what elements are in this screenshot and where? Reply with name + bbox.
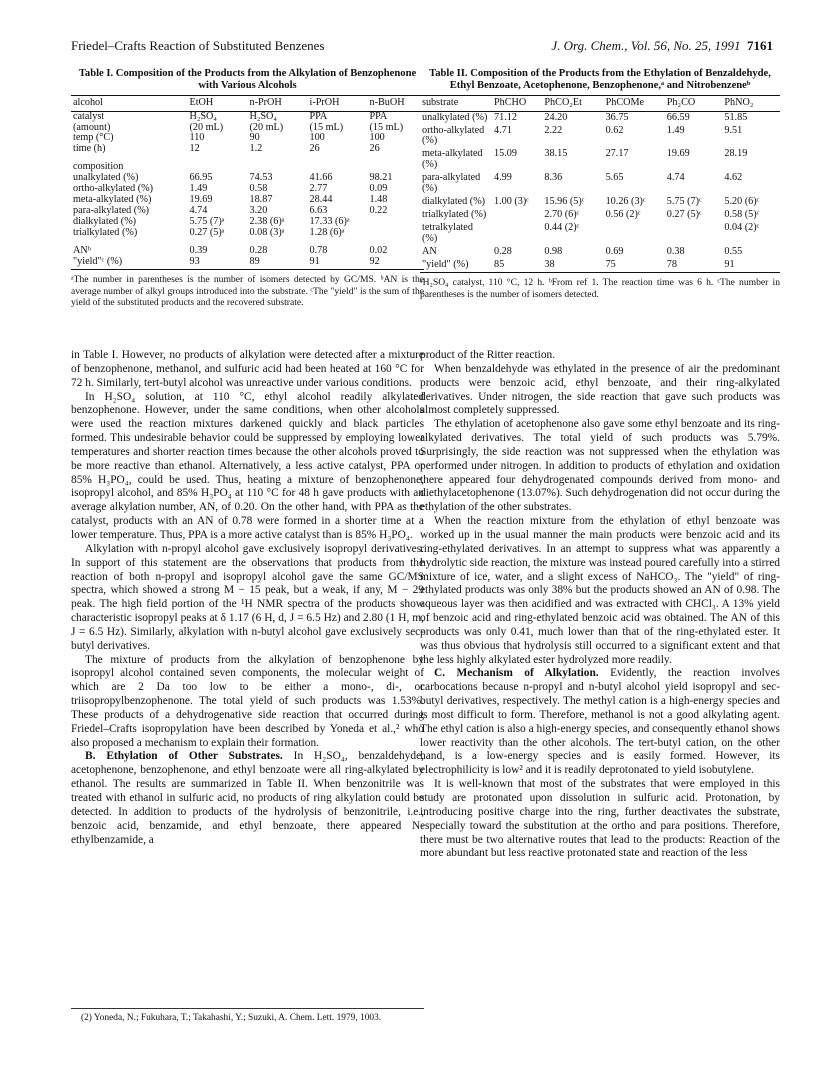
table-cell: 4.74 bbox=[189, 204, 208, 216]
table-cell: 8.36 bbox=[544, 172, 563, 184]
left-body-text bbox=[71, 349, 424, 847]
table-cell: 0.58 (5)ᶜ bbox=[724, 208, 760, 220]
right-body-text bbox=[420, 349, 780, 861]
table-cell: 26 bbox=[369, 143, 380, 155]
paragraph: In H₂SO₄ solution, at 110 °C, ethyl alcohol readily alkylated benzophenone. However, under the same conditions, when other alcohols were used the reaction mixtures darkened quickly and black particles formed. This undesirable behavior could be suppressed by employing lower temperatures and shorter reaction times because the other alcohols proved to be more reactive than ethanol. Alternatively, a less active catalyst, PPA or 85% H₃PO₄, could be used. Thus, heating a mixture of benzophenone, isopropyl alcohol, and 85% H₃PO₄ at 110 °C for 48 h gave products with an average alkylation number, AN, of 0.20. On the other hand, with PPA as the catalyst, products with an AN of 0.78 were formed in a shorter time at a lower temperature. Thus, PPA is a more active catalyst than is 85% H₃PO₄. bbox=[71, 390, 424, 541]
table-cell: 2.77 bbox=[309, 183, 328, 195]
table-cell: para-alkylated (%) bbox=[73, 204, 150, 216]
table-cell: 0.08 (3)ᵃ bbox=[249, 226, 285, 238]
table-row bbox=[420, 259, 780, 273]
table-cell: 2.70 (6)ᶜ bbox=[544, 208, 580, 220]
table-cell: 17.33 (6)ᵃ bbox=[309, 215, 350, 227]
table-cell: (20 mL) bbox=[189, 121, 224, 133]
table-cell: 1.2 bbox=[249, 143, 263, 155]
table-cell: (15 mL) bbox=[369, 121, 404, 133]
table-cell: 12 bbox=[189, 143, 200, 155]
table-row bbox=[420, 111, 780, 124]
column-header: PhCOMe bbox=[604, 95, 665, 111]
table-cell: 6.63 bbox=[309, 204, 328, 216]
table-cell: 4.71 bbox=[494, 124, 512, 136]
paragraph: It is well-known that most of the substrates that were employed in this study are protonated upon dissolution in sulfuric acid. Protonation, by introducing positive charge into the ring, further deactivates the substrate, especially toward the substitution at the ortho and para positions. Therefore, there must be two alternative routes that lead to the products: Reaction of the more abundant but less reactive protonated state and reaction of the less bbox=[420, 778, 780, 860]
table-cell: 5.65 bbox=[605, 172, 624, 184]
table-cell bbox=[665, 222, 723, 246]
table1-caption: Table I. Composition of the Products from the Alkylation of Benzophenone with Various Alcohols bbox=[78, 68, 417, 91]
table-cell bbox=[367, 217, 424, 228]
table-row bbox=[420, 222, 780, 246]
page-number: 7161 bbox=[747, 38, 773, 53]
table-row bbox=[71, 111, 424, 122]
table-cell: 1.00 (3)ᶜ bbox=[494, 195, 529, 207]
column-header: PhNO₂ bbox=[722, 95, 780, 111]
table-cell: catalyst bbox=[73, 110, 105, 122]
table-cell: 110 bbox=[189, 132, 205, 144]
table-cell: meta-alkylated (%) bbox=[422, 148, 483, 171]
table-cell: trialkylated (%) bbox=[422, 208, 487, 220]
table-row bbox=[420, 148, 780, 172]
table-row bbox=[420, 246, 780, 259]
table-row bbox=[420, 125, 780, 149]
table-cell: PPA bbox=[369, 110, 388, 122]
table-cell: time (h) bbox=[73, 143, 106, 155]
table-cell: ANᵇ bbox=[73, 244, 91, 256]
table-cell: 5.20 (6)ᶜ bbox=[724, 195, 760, 207]
table-cell: 0.78 bbox=[309, 244, 328, 256]
table-cell: 0.38 bbox=[666, 245, 685, 257]
table-cell: unalkylated (%) bbox=[422, 111, 488, 123]
table-cell: 36.75 bbox=[605, 111, 629, 123]
table-cell: 5.75 (7)ᵃ bbox=[189, 215, 225, 227]
column-header: PhCO₂Et bbox=[542, 95, 603, 111]
table-cell bbox=[367, 228, 424, 239]
table-cell bbox=[604, 222, 665, 246]
table-cell: 24.20 bbox=[544, 111, 568, 123]
table-cell: 19.69 bbox=[666, 148, 690, 160]
table-cell: 0.04 (2)ᶜ bbox=[724, 221, 760, 233]
table-cell: 27.17 bbox=[605, 148, 629, 160]
table-cell: 0.22 bbox=[369, 204, 388, 216]
table-cell bbox=[307, 155, 367, 162]
table-cell: 5.75 (7)ᶜ bbox=[666, 195, 702, 207]
paragraph: The mixture of products from the alkylation of benzophenone by isopropyl alcohol contained seven components, the molecular weight of which are 2 Da too low to be either a mono-, di-, or triisopropylbenzophenone. The total yield of such products was 1.53%. These products of a dehydrogenative side reaction that occurred during Friedel–Crafts isopropylation have been described by Yoneda et al.,² who also proposed a mechanism to explain their formation. bbox=[71, 653, 424, 749]
table-cell: 18.87 bbox=[249, 193, 273, 205]
section-b-paragraph bbox=[71, 750, 424, 847]
table-cell: PPA bbox=[309, 110, 328, 122]
left-column bbox=[71, 68, 424, 308]
table-cell: 0.09 bbox=[369, 183, 388, 195]
table-cell: 91 bbox=[722, 259, 780, 273]
table-cell: tetralkylated (%) bbox=[422, 221, 473, 244]
table-cell: 0.98 bbox=[544, 245, 563, 257]
paragraph: in Table I. However, no products of alkylation were detected after a mixture of benzophenone, methanol, and sulfuric acid had been heated at 160 °C for 72 h. Similarly, tert-butyl alcohol was unreactive under various conditions. bbox=[71, 349, 424, 389]
table2 bbox=[420, 95, 780, 274]
table-cell: 26 bbox=[309, 143, 320, 155]
table-row bbox=[71, 144, 424, 155]
table-cell: meta-alkylated (%) bbox=[73, 193, 152, 205]
table-cell: 74.53 bbox=[249, 172, 273, 184]
table-row bbox=[71, 155, 424, 162]
table-cell: 0.58 bbox=[249, 183, 268, 195]
table-cell: dialkylated (%) bbox=[422, 195, 486, 207]
section-heading: C. Mechanism of Alkylation. bbox=[434, 667, 599, 680]
column-header: i-PrOH bbox=[307, 95, 367, 111]
table-row bbox=[420, 209, 780, 222]
table-cell: 75 bbox=[604, 259, 665, 273]
section-c-text: Evidently, the reaction involves carbocations because n-propyl and n-butyl alcohol yield isopropyl and sec-butyl derivatives, respectively. The methyl cation is a high-energy species and is most difficult to form. Therefore, methanol is not a good alkylating agent. The ethyl cation is also a high-energy species, and consequently ethanol shows lower reactivity than the other alcohols. The tert-butyl cation, on the other hand, is a low-energy species and is easily formed. However, its electrophilicity is low² and it is readily deprotonated to yield isobutylene. bbox=[420, 667, 780, 777]
table-cell: dialkylated (%) bbox=[73, 215, 137, 227]
table-cell: 10.26 (3)ᶜ bbox=[605, 195, 646, 207]
table-cell: 0.28 bbox=[494, 245, 512, 257]
table-cell bbox=[492, 222, 542, 246]
table-cell: (amount) bbox=[73, 121, 111, 133]
table-cell: (15 mL) bbox=[309, 121, 344, 133]
table-row bbox=[420, 172, 780, 196]
running-header bbox=[71, 38, 773, 56]
table-cell: H₂SO₄ bbox=[189, 110, 217, 122]
table-cell: 2.38 (6)ᵃ bbox=[249, 215, 285, 227]
table-cell bbox=[187, 155, 247, 162]
journal-info: J. Org. Chem., Vol. 56, No. 25, 1991 bbox=[551, 38, 741, 53]
table-cell: 0.62 bbox=[605, 124, 624, 136]
table-cell: 0.56 (2)ᶜ bbox=[605, 208, 641, 220]
table-cell: 66.59 bbox=[666, 111, 690, 123]
table-cell: 28.19 bbox=[724, 148, 748, 160]
table-cell: 0.44 (2)ᶜ bbox=[544, 221, 580, 233]
section-heading: B. Ethylation of Other Substrates. bbox=[85, 750, 283, 763]
paragraph: product of the Ritter reaction. bbox=[420, 349, 556, 361]
table-cell: 4.62 bbox=[724, 172, 743, 184]
reference-footnote: (2) Yoneda, N.; Fukuhara, T.; Takahashi, Y.; Suzuki, A. Chem. Lett. 1979, 1003. bbox=[71, 1008, 424, 1024]
table-cell: 51.85 bbox=[724, 111, 748, 123]
table-cell: 4.99 bbox=[494, 172, 512, 184]
table-cell bbox=[492, 209, 542, 222]
table-cell: 0.39 bbox=[189, 244, 208, 256]
table-cell: 0.28 bbox=[249, 244, 268, 256]
table-row bbox=[420, 196, 780, 209]
table2-caption: Table II. Composition of the Products from the Ethylation of Benzaldehyde, Ethyl Benzoate, Acetophenone, Benzophenone,ᵃ and Nitrobenzeneᵇ bbox=[429, 68, 771, 91]
table-cell: 1.49 bbox=[189, 183, 208, 195]
table-cell: 4.74 bbox=[666, 172, 685, 184]
table-cell: 0.27 (5)ᶜ bbox=[666, 208, 702, 220]
journal-citation bbox=[551, 38, 773, 54]
table-cell: 41.66 bbox=[309, 172, 333, 184]
column-header: PhCHO bbox=[492, 95, 542, 111]
right-column bbox=[420, 68, 780, 300]
table-cell bbox=[247, 155, 307, 162]
table-cell: trialkylated (%) bbox=[73, 226, 138, 238]
table2-footnote: ᵃH₂SO₄ catalyst, 110 °C, 12 h. ᵇFrom ref 1. The reaction time was 6 h. ᶜThe number in parentheses is the number of isomers detected. bbox=[420, 277, 780, 300]
table-cell: 90 bbox=[249, 132, 260, 144]
paragraph: When benzaldehyde was ethylated in the presence of air the predominant products were benzoic acid, ethyl benzoate, and their ring-alkylated derivatives. Under nitrogen, the side reaction that gave such products was almost completely suppressed. bbox=[420, 362, 780, 417]
table-cell: 1.28 (6)ᵃ bbox=[309, 226, 345, 238]
table1-footnote: ᵃThe number in parentheses is the number of isomers detected by GC/MS. ᵇAN is the average number of alkyl groups introduced into the substrate. ᶜThe "yield" is the sum of the yield of the substituted products and the recovered substrate. bbox=[71, 274, 424, 308]
paragraph: The ethylation of acetophenone also gave some ethyl benzoate and its ring-alkylated derivatives. The total yield of such products was 5.79%. Surprisingly, the side reaction was not suppressed when the ethylation was performed under nitrogen. In addition to products of ethylation and oxidation there appeared four dehydrogenated compounds derived from mono- and diethylacetophenone (13.07%). Such dehydrogenation did not occur during the ethylation of the other substrates. bbox=[420, 418, 780, 514]
table-cell: 3.20 bbox=[249, 204, 268, 216]
section-c-paragraph bbox=[420, 667, 780, 778]
column-header: substrate bbox=[420, 95, 492, 111]
table-cell: 100 bbox=[369, 132, 385, 144]
table-cell: para-alkylated (%) bbox=[422, 172, 481, 195]
table-cell: 15.96 (5)ᶜ bbox=[544, 195, 585, 207]
table-cell: 28.44 bbox=[309, 193, 333, 205]
table-row bbox=[71, 228, 424, 239]
table-cell: 9.51 bbox=[724, 124, 743, 136]
table-cell: temp (°C) bbox=[73, 132, 114, 144]
table-cell: 0.02 bbox=[369, 244, 388, 256]
table-row bbox=[71, 246, 424, 257]
table-cell: unalkylated (%) bbox=[73, 172, 139, 184]
table-row bbox=[71, 257, 424, 270]
table-cell bbox=[367, 155, 424, 162]
table-cell: 71.12 bbox=[494, 111, 517, 123]
table-cell: ortho-alkylated (%) bbox=[73, 183, 154, 195]
table-cell: 66.95 bbox=[189, 172, 213, 184]
table-cell: 38 bbox=[542, 259, 603, 273]
table-cell: 0.27 (5)ᵃ bbox=[189, 226, 225, 238]
table-cell: 89 bbox=[247, 257, 307, 270]
table-cell: 19.69 bbox=[189, 193, 213, 205]
table-cell: 85 bbox=[492, 259, 542, 273]
table-cell: 0.69 bbox=[605, 245, 624, 257]
section-b-text: In H₂SO₄, benzaldehyde, acetophenone, benzophenone, and ethyl benzoate were all ring-alkylated by ethanol. The results are summarized in Table II. When benzonitrile was treated with ethanol in sulfuric acid, no products of ring alkylation could be detected. In addition to products of the hydrolysis of benzonitrile, i.e., benzoic acid, benzamide, and ethyl benzoate, there appeared N-ethylbenzamide, a bbox=[71, 750, 424, 846]
column-header: Ph₂CO bbox=[665, 95, 723, 111]
table-cell: 1.49 bbox=[666, 124, 685, 136]
column-header: n-PrOH bbox=[247, 95, 307, 111]
table-cell: (20 mL) bbox=[249, 121, 284, 133]
table-cell: 98.21 bbox=[369, 172, 393, 184]
paragraph: Alkylation with n-propyl alcohol gave exclusively isopropyl derivatives. In support of this statement are the observations that products from the reaction of both n-propyl and isopropyl alcohol gave the same GC/MS spectra, which showed a strong M − 15 peak, but a weak, if any, M − 29 peak. The high field portion of the ¹H NMR spectra of the products show characteristic isopropyl peaks at δ 1.17 (6 H, d, J = 6.5 Hz) and 2.80 (1 H, m, J = 6.5 Hz). Similarly, alkylation with n-butyl alcohol gave exclusively sec-butyl derivatives. bbox=[71, 542, 424, 652]
running-title: Friedel–Crafts Reaction of Substituted Benzenes bbox=[71, 38, 325, 53]
table-cell: 38.15 bbox=[544, 148, 568, 160]
table-cell: 1.48 bbox=[369, 193, 388, 205]
table-cell: "yield"ᶜ (%) bbox=[71, 257, 187, 270]
column-header: EtOH bbox=[187, 95, 247, 111]
table-cell: composition bbox=[73, 161, 124, 173]
table-cell: "yield" (%) bbox=[420, 259, 492, 273]
table1 bbox=[71, 95, 424, 271]
table-cell: 92 bbox=[367, 257, 424, 270]
table-cell: 91 bbox=[307, 257, 367, 270]
table-cell: ortho-alkylated (%) bbox=[422, 124, 485, 147]
table-cell: H₂SO₄ bbox=[249, 110, 277, 122]
table-cell: 78 bbox=[665, 259, 723, 273]
table-cell: 93 bbox=[187, 257, 247, 270]
table-cell: 0.55 bbox=[724, 245, 743, 257]
table-cell: 100 bbox=[309, 132, 325, 144]
table-cell: 15.09 bbox=[494, 148, 517, 160]
column-header: alcohol bbox=[71, 95, 187, 111]
table-cell: 2.22 bbox=[544, 124, 563, 136]
table-cell: AN bbox=[422, 245, 437, 257]
paragraph: When the reaction mixture from the ethylation of ethyl benzoate was worked up in the usual manner the main products were benzoic acid and its ring-ethylated derivatives. In an attempt to suppress what was apparently a hydrolytic side reaction, the mixture was instead poured carefully into a stirred mixture of ice, water, and a slight excess of NaHCO₃. The "yield" of ring-ethylated products was only 38% but the products showed an AN of 0.98. The aqueous layer was then acidified and was extracted with CHCl₃. A 13% yield of benzoic acid and ring-ethylated benzoic acid was obtained. The AN of this products was only 0.41, much lower than that of the ring-ethylated ester. It was thus obvious that hydrolysis still occurred to a significant extent and that the less highly alkylated ester hydrolyzed more readily. bbox=[420, 515, 780, 666]
column-header: n-BuOH bbox=[367, 95, 424, 111]
